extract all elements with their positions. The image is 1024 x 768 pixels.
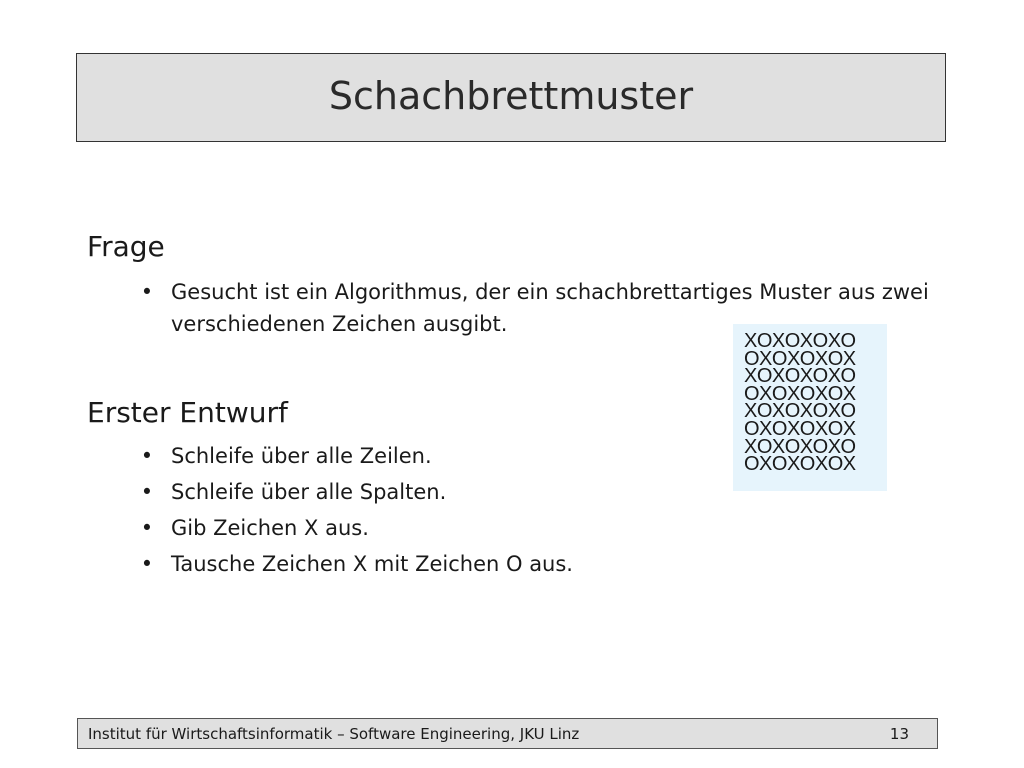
checkerboard-pattern-box [733,324,887,491]
pattern-line: OXOXOXOX [744,347,856,370]
pattern-line: XOXOXOXO [744,365,856,388]
bullet-text: Tausche Zeichen X mit Zeichen O aus. [171,552,573,576]
section-heading-erster-entwurf: Erster Entwurf [87,396,288,429]
bullet-item [140,548,700,580]
pattern-line: XOXOXOXO [744,435,856,458]
bullet-dot: • [140,480,154,504]
bullet-dot: • [140,552,154,576]
bullet-text: Gib Zeichen X aus. [171,516,369,540]
pattern-line: OXOXOXOX [744,382,856,405]
bullet-item [140,440,700,472]
bullet-dot: • [140,280,154,304]
section-heading-frage: Frage [87,230,165,263]
bullet-item [140,476,700,508]
pattern-line: OXOXOXOX [744,453,856,476]
footer-institute: Institut für Wirtschaftsinformatik – Software Engineering, JKU Linz [88,725,580,743]
slide-title-box [76,53,946,142]
pattern-line: XOXOXOXO [744,330,856,352]
pattern-line: OXOXOXOX [744,417,856,440]
bullet-text: Schleife über alle Spalten. [171,480,447,504]
slide-title: Schachbrettmuster [328,73,694,118]
bullet-text: Schleife über alle Zeilen. [171,444,432,468]
bullet-list-entwurf [140,440,700,580]
pattern-line: XOXOXOXO [744,400,856,423]
bullet-item [140,512,700,544]
footer-page-number: 13 [889,725,909,743]
bullet-text: Gesucht ist ein Algorithmus, der ein schachbrettartiges Muster aus zwei verschiedenen Zeichen ausgibt. [171,280,929,336]
bullet-dot: • [140,444,154,468]
bullet-dot: • [140,516,154,540]
slide-footer [77,718,938,749]
